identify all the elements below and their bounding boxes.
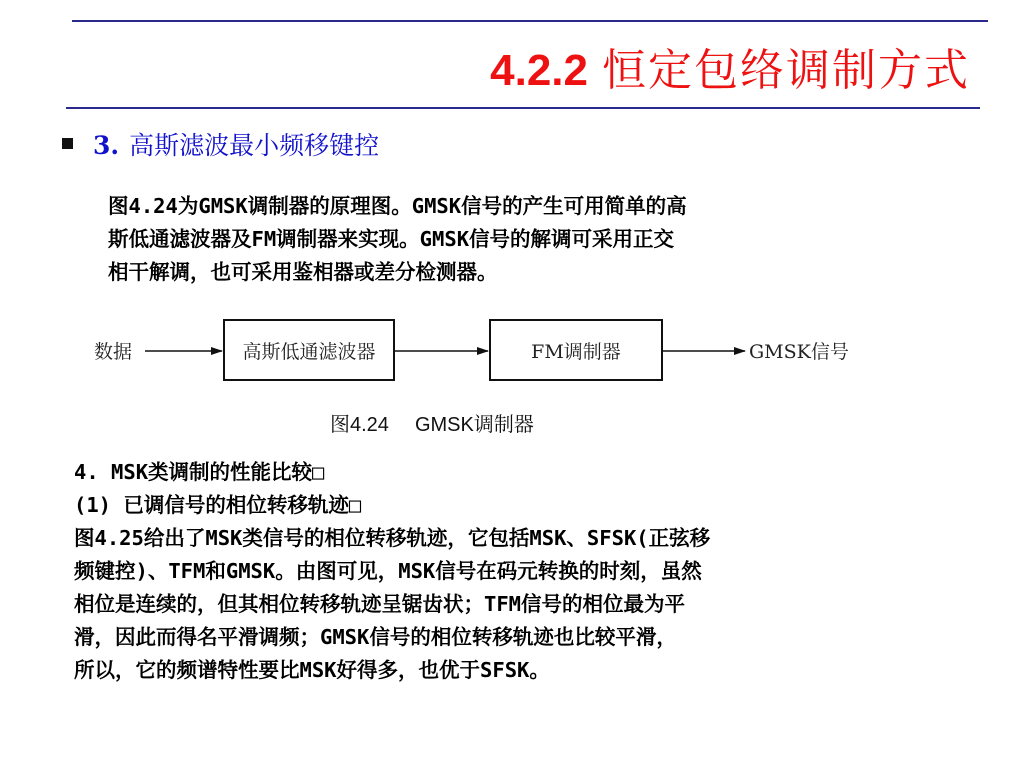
figure-caption [330,408,534,437]
paragraph-line: 图4.25给出了MSK类信号的相位转移轨迹，它包括MSK、SFSK(正弦移 [74,526,711,550]
section-number: 3. [93,131,120,160]
comparison-paragraph [74,456,710,687]
paragraph-line: 4. MSK类调制的性能比较□ [74,460,325,484]
paragraph-line: 相干解调，也可采用鉴相器或差分检测器。 [108,260,498,284]
paragraph-line: 所以，它的频谱特性要比MSK好得多，也优于SFSK。 [74,658,550,682]
title-text: 恒定包络调制方式 [602,45,970,96]
section-title: 高斯滤波最小频移键控 [129,131,380,160]
paragraph-line: 频键控)、TFM和GMSK。由图可见，MSK信号在码元转换的时刻，虽然 [74,559,702,583]
fm-modulator-label: FM调制器 [531,341,621,363]
paragraph-line: 相位是连续的，但其相位转移轨迹呈锯齿状；TFM信号的相位最为平 [74,592,686,616]
caption-text: GMSK调制器 [414,414,534,436]
paragraph-line: (1) 已调信号的相位转移轨迹□ [74,493,362,517]
paragraph-line: 滑，因此而得名平滑调频；GMSK信号的相位转移轨迹也比较平滑， [74,625,677,649]
input-data-label: 数据 [94,341,133,363]
output-signal-label: GMSK信号 [749,341,849,363]
paragraph-line: 图4.24为GMSK调制器的原理图。GMSK信号的产生可用简单的高 [108,194,687,218]
title-number: 4.2.2 [490,46,588,95]
paragraph-line: 斯低通滤波器及FM调制器来实现。GMSK信号的解调可采用正交 [108,227,675,251]
caption-figure-number: 图4.24 [330,414,389,436]
gaussian-filter-label: 高斯低通滤波器 [242,341,376,363]
